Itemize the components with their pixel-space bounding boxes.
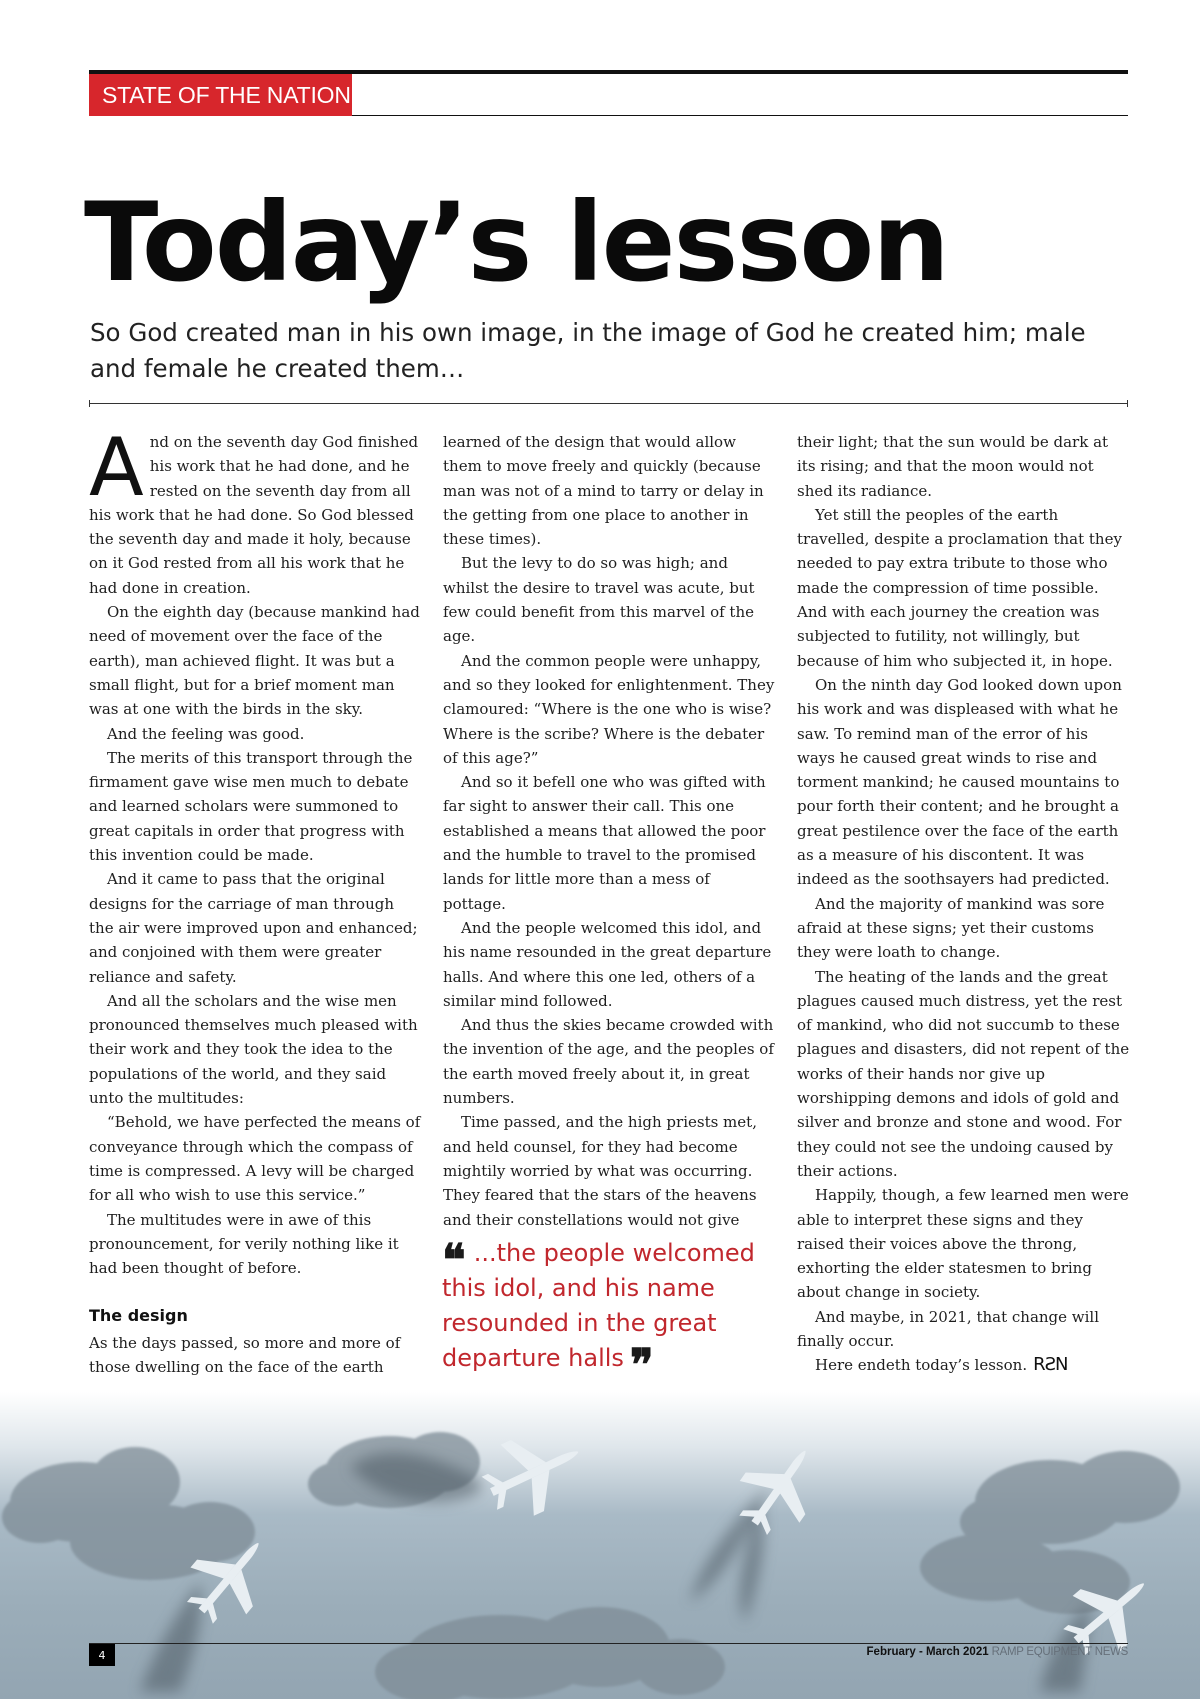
standfirst: So God created man in his own image, in the image of God he created him; male and female he created them…: [90, 318, 1086, 383]
paragraph: “Behold, we have perfected the means of conveyance through which the compass of time is compressed. A levy will be charged for all who wish to use this service.”: [89, 1113, 421, 1205]
paragraph: Happily, though, a few learned men were able to interpret these signs and they raised their voices above the throng, exhorting the elder statesmen to bring about change in society.: [797, 1186, 1129, 1302]
paragraph: The merits of this transport through the firmament gave wise men much to debate and learned scholars were summoned to great capitals in order that progress with this invention could be made.: [89, 748, 413, 865]
issue-date: February - March 2021: [866, 1646, 989, 1658]
paragraph: And thus the skies became crowded with the invention of the age, and the peoples of the earth moved freely about it, in great numbers.: [443, 1016, 774, 1108]
pull-quote-text: ...the people welcomed this idol, and his name resounded in the great departure halls: [442, 1239, 755, 1372]
article-column-3: [797, 430, 1130, 1378]
paragraph: Time passed, and the high priests met, and held counsel, for they had become mightily worried by what was occurring. They feared that the stars of the heavens and their constellations would not give: [443, 1113, 757, 1229]
paragraph: And the majority of mankind was sore afraid at these signs; yet their customs they were loath to change.: [797, 894, 1105, 962]
article-column-2: [443, 430, 775, 1232]
header-thin-rule: [352, 115, 1128, 116]
closing-line: Here endeth today’s lesson. RƧN: [815, 1354, 1068, 1376]
divider: [89, 403, 1128, 404]
magazine-name: RAMP EQUIPMENT NEWS: [991, 1646, 1128, 1658]
paragraph: On the eighth day (because mankind had need of movement over the face of the earth), man achieved flight. It was but a small flight, but for a brief moment man was at one with the birds in the sky.: [89, 603, 420, 719]
paragraph: But the levy to do so was high; and whilst the desire to travel was acute, but few could benefit from this marvel of the age.: [443, 554, 755, 646]
paragraph: As the days passed, so more and more of those dwelling on the face of the earth: [89, 1333, 401, 1376]
paragraph: On the ninth day God looked down upon his work and was displeased with what he saw. To remind man of the error of his ways he caused great winds to rise and torment mankind; he caused mountains to pour forth their content; and he brought a great pestilence over the face of the earth as a measure of his discontent. It was indeed as the soothsayers had predicted.: [797, 675, 1122, 889]
paragraph: And all the scholars and the wise men pronounced themselves much pleased with their work and they took the idea to the populations of the world, and they said unto the multitudes:: [89, 991, 418, 1108]
cloud-icon: [375, 1607, 725, 1699]
close-quote-icon: ❞: [629, 1340, 654, 1391]
paragraph: Yet still the peoples of the earth travelled, despite a proclamation that they needed to pay extra tribute to those who made the compression of time possible. And with each journey the creation was subjected to futility, not willingly, but because of him who subjected it, in hope.: [797, 505, 1122, 670]
subheading: The design: [89, 1306, 188, 1326]
paragraph: The heating of the lands and the great plagues caused much distress, yet the rest of mankind, who did not succumb to these plagues and disasters, did not repent of the works of their hands nor give up worshipping demons and idols of gold and silver and bronze and stone and wood. For they could not see the undoing caused by their actions.: [797, 967, 1130, 1180]
page-number: 4: [89, 1644, 115, 1666]
open-quote-icon: ❝: [442, 1235, 466, 1286]
paragraph: The multitudes were in awe of this pronouncement, for verily nothing like it had been thought of before.: [89, 1210, 399, 1278]
drop-cap: A: [89, 421, 144, 514]
paragraph: And it came to pass that the original designs for the carriage of man through the air were improved upon and enhanced; and conjoined with them were greater reliance and safety.: [89, 870, 418, 986]
page-title: Today’s lesson: [84, 179, 948, 306]
pull-quote: [442, 1235, 782, 1391]
airplane-icon: [473, 1416, 595, 1528]
footer-rule: [89, 1643, 1128, 1644]
footer-issue: [867, 1646, 1128, 1658]
paragraph: learned of the design that would allow them to move freely and quickly (because man was not of a mind to tarry or delay in the getting from one place to another in these times).: [443, 433, 764, 549]
article-column-1: [89, 421, 421, 1379]
end-mark-logo: RƧN: [1033, 1354, 1068, 1376]
paragraph: their light; that the sun would be dark at its rising; and that the moon would not shed its radiance.: [797, 433, 1109, 500]
paragraph: And the feeling was good.: [107, 724, 305, 743]
paragraph: And the common people were unhappy, and so they looked for enlightenment. They clamoured: “Where is the one who is wise? Where is the scribe? Where is the debater of this age?”: [443, 651, 775, 767]
paragraph: And so it befell one who was gifted with far sight to answer their call. This one established a means that allowed the poor and the humble to travel to the promised lands for little more than a mess of pottage.: [443, 773, 766, 913]
paragraph: And on the seventh day God finished his work that he had done, and he rested on the seventh day from all his work that he had done. So God blessed the seventh day and made it holy, because on it God rested from all his work that he had done in creation.: [89, 421, 419, 597]
paragraph: And the people welcomed this idol, and his name resounded in the great departure halls. And where this one led, others of a similar mind followed.: [443, 918, 772, 1010]
section-label: STATE OF THE NATION: [89, 74, 352, 116]
paragraph: And maybe, in 2021, that change will finally occur.: [797, 1307, 1100, 1350]
